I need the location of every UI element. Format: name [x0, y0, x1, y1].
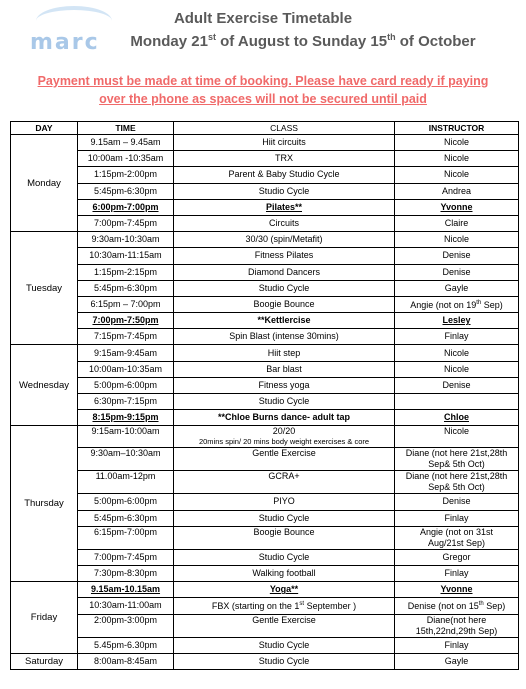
class-cell: Pilates**: [174, 199, 395, 215]
table-row: [11, 313, 519, 329]
class-cell: Boogie Bounce: [174, 526, 395, 549]
instructor-cell: Angie (not on 19th Sep): [395, 296, 519, 312]
time-cell: 10:00am-10:35am: [78, 361, 174, 377]
class-cell: Walking football: [174, 565, 395, 581]
table-row: [11, 215, 519, 231]
table-row: [11, 510, 519, 526]
time-cell: 5:45pm-6:30pm: [78, 183, 174, 199]
time-cell: 6:00pm-7:00pm: [78, 199, 174, 215]
instructor-cell: Finlay: [395, 329, 519, 345]
time-cell: 9.15am – 9.45am: [78, 135, 174, 151]
day-friday: Friday: [11, 582, 78, 654]
class-cell: Gentle Exercise: [174, 448, 395, 471]
class-cell: Fitness Pilates: [174, 248, 395, 264]
table-row: [11, 183, 519, 199]
header-row: [11, 122, 519, 135]
header-instructor: INSTRUCTOR: [395, 122, 519, 135]
payment-notice: Payment must be made at time of booking. Please have card ready if paying over the phone as spaces will not be secured until paid: [37, 74, 489, 106]
instructor-cell: Chloe: [395, 410, 519, 426]
class-cell: Studio Cycle: [174, 183, 395, 199]
table-row: [11, 565, 519, 581]
instructor-cell: Nicole: [395, 361, 519, 377]
instructor-cell: Claire: [395, 215, 519, 231]
instructor-cell: Nicole: [395, 135, 519, 151]
table-row: [11, 653, 519, 669]
time-cell: 7:30pm-8:30pm: [78, 565, 174, 581]
instructor-cell: Nicole: [395, 345, 519, 361]
day-thursday: Thursday: [11, 426, 78, 582]
instructor-cell: Nicole: [395, 167, 519, 183]
class-cell: Gentle Exercise: [174, 614, 395, 637]
time-cell: 7:00pm-7:45pm: [78, 215, 174, 231]
instructor-cell: Nicole: [395, 232, 519, 248]
class-cell: **Kettlercise: [174, 313, 395, 329]
class-cell: Parent & Baby Studio Cycle: [174, 167, 395, 183]
day-saturday: Saturday: [11, 653, 78, 669]
instructor-cell: Gayle: [395, 280, 519, 296]
instructor-cell: Lesley: [395, 313, 519, 329]
class-cell: Studio Cycle: [174, 280, 395, 296]
class-cell: Hiit step: [174, 345, 395, 361]
time-cell: 11.00am-12pm: [78, 471, 174, 494]
time-cell: 5:45pm-6:30pm: [78, 510, 174, 526]
instructor-cell: Denise: [395, 494, 519, 510]
instructor-cell: Denise (not on 15th Sep): [395, 598, 519, 614]
time-cell: 6:30pm-7:15pm: [78, 394, 174, 410]
class-cell: Diamond Dancers: [174, 264, 395, 280]
time-cell: 9:30am–10:30am: [78, 448, 174, 471]
instructor-cell: [395, 394, 519, 410]
table-row: [11, 167, 519, 183]
instructor-cell: Nicole: [395, 151, 519, 167]
instructor-cell: Nicole: [395, 426, 519, 448]
instructor-cell: Finlay: [395, 565, 519, 581]
time-cell: 6:15pm – 7:00pm: [78, 296, 174, 312]
table-row: [11, 549, 519, 565]
class-cell: 20/20 20mins spin/ 20 mins body weight exercises & core: [174, 426, 395, 448]
instructor-cell: Diane (not here 21st,28th Sep& 5th Oct): [395, 448, 519, 471]
table-row: [11, 280, 519, 296]
header-class: CLASS: [174, 122, 395, 135]
instructor-cell: Andrea: [395, 183, 519, 199]
instructor-cell: Denise: [395, 264, 519, 280]
class-cell: Studio Cycle: [174, 637, 395, 653]
table-row: [11, 264, 519, 280]
time-cell: 9:15am-9:45am: [78, 345, 174, 361]
time-cell: 2:00pm-3:00pm: [78, 614, 174, 637]
table-row: [11, 598, 519, 614]
table-row: [11, 377, 519, 393]
table-row: [11, 232, 519, 248]
instructor-cell: Gayle: [395, 653, 519, 669]
table-row: [11, 151, 519, 167]
table-row: [11, 248, 519, 264]
class-cell: TRX: [174, 151, 395, 167]
instructor-cell: Finlay: [395, 510, 519, 526]
time-cell: 5:00pm-6:00pm: [78, 377, 174, 393]
instructor-cell: Yvonne: [395, 582, 519, 598]
logo-text: marc: [30, 30, 100, 55]
instructor-cell: Diane (not here 21st,28th Sep& 5th Oct): [395, 471, 519, 494]
table-row: [11, 426, 519, 448]
day-wednesday: Wednesday: [11, 345, 78, 426]
class-cell: Studio Cycle: [174, 549, 395, 565]
table-row: [11, 345, 519, 361]
class-cell: Studio Cycle: [174, 653, 395, 669]
class-cell: Circuits: [174, 215, 395, 231]
time-cell: 9:15am-10:00am: [78, 426, 174, 448]
instructor-cell: Finlay: [395, 637, 519, 653]
table-row: [11, 614, 519, 637]
table-row: [11, 471, 519, 494]
time-cell: 8:00am-8:45am: [78, 653, 174, 669]
timetable: [10, 121, 519, 670]
instructor-cell: Angie (not on 31st Aug/21st Sep): [395, 526, 519, 549]
class-cell: Bar blast: [174, 361, 395, 377]
time-cell: 1:15pm-2:00pm: [78, 167, 174, 183]
time-cell: 7:00pm-7:45pm: [78, 549, 174, 565]
time-cell: 8:15pm-9:15pm: [78, 410, 174, 426]
table-row: [11, 361, 519, 377]
time-cell: 7:00pm-7:50pm: [78, 313, 174, 329]
class-cell: PIYO: [174, 494, 395, 510]
class-cell: FBX (starting on the 1st September ): [174, 598, 395, 614]
time-cell: 1:15pm-2:15pm: [78, 264, 174, 280]
table-row: [11, 448, 519, 471]
time-cell: 9:30am-10:30am: [78, 232, 174, 248]
class-cell: Boogie Bounce: [174, 296, 395, 312]
table-row: [11, 199, 519, 215]
time-cell: 7:15pm-7:45pm: [78, 329, 174, 345]
instructor-cell: Yvonne: [395, 199, 519, 215]
page-title: Adult Exercise Timetable: [173, 10, 353, 27]
class-cell: Yoga**: [174, 582, 395, 598]
table-row: [11, 526, 519, 549]
header-time: TIME: [78, 122, 174, 135]
time-cell: 5:00pm-6:00pm: [78, 494, 174, 510]
class-cell: Hiit circuits: [174, 135, 395, 151]
table-row: [11, 329, 519, 345]
time-cell: 5:45pm-6:30pm: [78, 280, 174, 296]
instructor-cell: Denise: [395, 248, 519, 264]
class-cell: **Chloe Burns dance- adult tap: [174, 410, 395, 426]
time-cell: 10:00am -10:35am: [78, 151, 174, 167]
instructor-cell: Denise: [395, 377, 519, 393]
time-cell: 5.45pm-6.30pm: [78, 637, 174, 653]
class-cell: 30/30 (spin/Metafit): [174, 232, 395, 248]
table-row: [11, 135, 519, 151]
time-cell: 10:30am-11:00am: [78, 598, 174, 614]
table-row: [11, 394, 519, 410]
time-cell: 6:15pm-7:00pm: [78, 526, 174, 549]
instructor-cell: Diane(not here 15th,22nd,29th Sep): [395, 614, 519, 637]
class-cell: Studio Cycle: [174, 394, 395, 410]
class-cell: Studio Cycle: [174, 510, 395, 526]
table-row: [11, 582, 519, 598]
table-row: [11, 494, 519, 510]
class-cell: Fitness yoga: [174, 377, 395, 393]
day-monday: Monday: [11, 135, 78, 232]
table-row: [11, 296, 519, 312]
time-cell: 10:30am-11:15am: [78, 248, 174, 264]
header-day: DAY: [11, 122, 78, 135]
class-cell: Spin Blast (intense 30mins): [174, 329, 395, 345]
instructor-cell: Gregor: [395, 549, 519, 565]
class-cell: GCRA+: [174, 471, 395, 494]
table-row: [11, 637, 519, 653]
time-cell: 9.15am-10.15am: [78, 582, 174, 598]
day-tuesday: Tuesday: [11, 232, 78, 345]
table-row: [11, 410, 519, 426]
date-range-subtitle: Monday 21st of August to Sunday 15th of October: [130, 32, 476, 50]
